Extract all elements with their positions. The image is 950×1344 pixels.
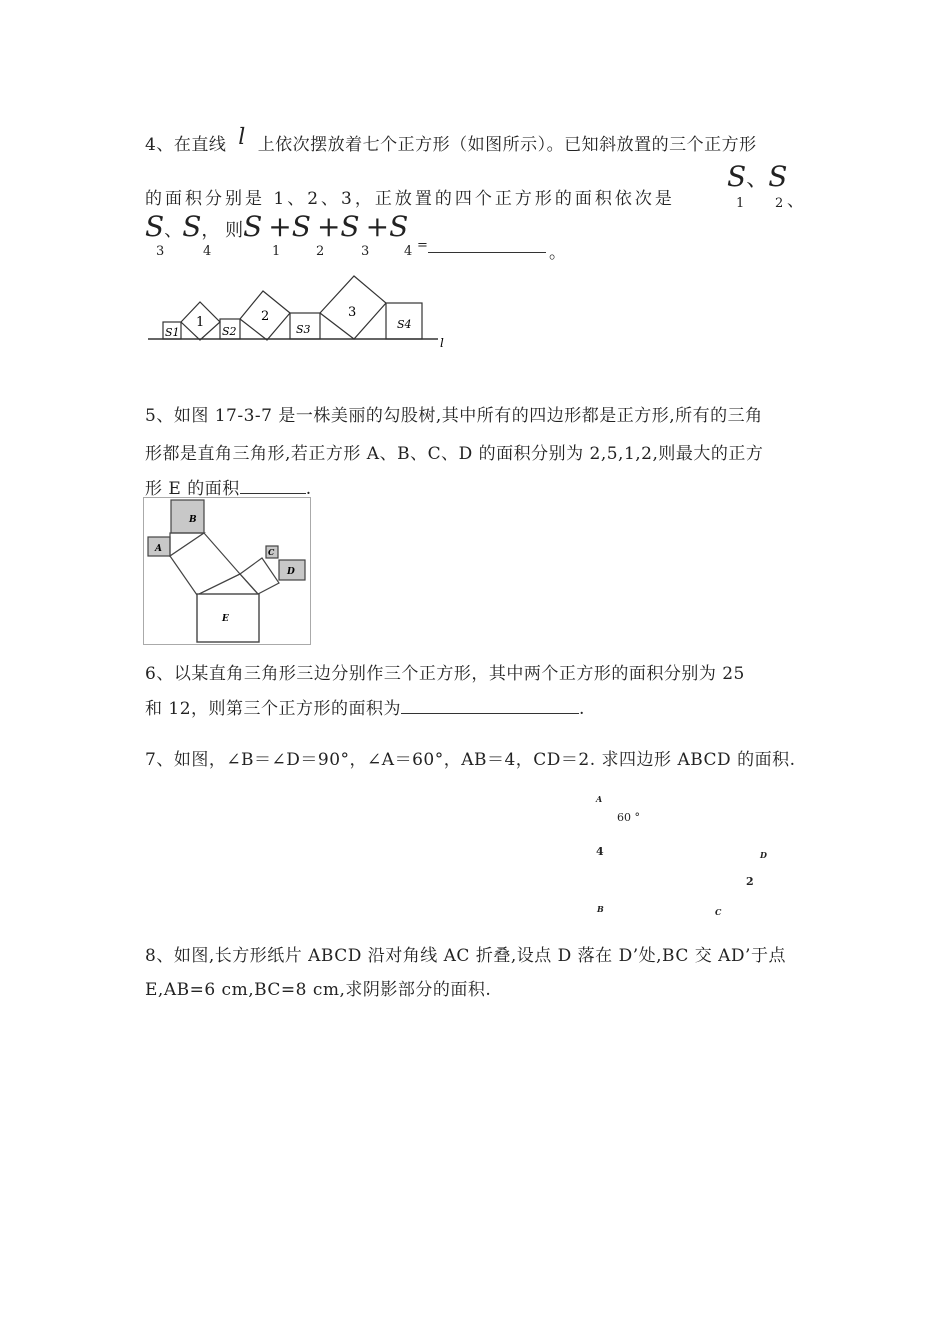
cd-length-label: 2 bbox=[746, 875, 754, 888]
q6-line-2 bbox=[145, 694, 585, 719]
label-s4: S4 bbox=[397, 318, 412, 331]
subscript: 3 bbox=[361, 244, 370, 259]
label-d: D bbox=[287, 567, 295, 577]
label-1: 1 bbox=[196, 315, 205, 330]
label-b: B bbox=[189, 515, 197, 525]
q6-line-1: 6、以某直角三角形三边分别作三个正方形，其中两个正方形的面积分别为 25 bbox=[145, 664, 745, 684]
label-s3: S3 bbox=[296, 323, 311, 336]
subscript: 2 bbox=[775, 196, 784, 211]
q4-line-1 bbox=[145, 125, 757, 156]
subscript: 3 bbox=[156, 244, 165, 259]
s-symbol: S bbox=[243, 210, 263, 243]
point-b-label: B bbox=[597, 904, 604, 914]
s-symbol: S bbox=[291, 210, 311, 243]
s-symbol: S bbox=[768, 160, 788, 193]
s1-s2-expression bbox=[727, 160, 787, 193]
line-l-label: l bbox=[440, 336, 444, 350]
point-a-label: A bbox=[596, 794, 603, 804]
q7-line-1: 7、如图，∠B＝∠D＝90°，∠A＝60°，AB＝4，CD＝2. 求四边形 ABCD 的面积. bbox=[145, 750, 796, 770]
angle-label: 60 ° bbox=[617, 811, 640, 824]
equals-sign: = bbox=[417, 238, 428, 253]
plus-sign: + bbox=[316, 210, 341, 243]
answer-blank bbox=[401, 712, 579, 714]
separator: 、 bbox=[164, 220, 183, 241]
answer-blank bbox=[240, 492, 306, 494]
label-2: 2 bbox=[261, 309, 270, 324]
s-symbol: S bbox=[340, 210, 360, 243]
q4-squares-figure bbox=[140, 270, 460, 352]
left-tilted-square bbox=[170, 533, 240, 595]
label-c: C bbox=[268, 547, 275, 557]
q5-line-1: 5、如图 17-3-7 是一株美丽的勾股树,其中所有的四边形都是正方形,所有的三角 bbox=[145, 406, 763, 426]
subscript: 1 bbox=[736, 196, 745, 211]
label-s2: S2 bbox=[222, 325, 237, 338]
then-text: ， 则 bbox=[201, 220, 244, 241]
subscript: 4 bbox=[203, 244, 212, 259]
q6-text-part: 和 12，则第三个正方形的面积为 bbox=[145, 699, 402, 719]
answer-blank bbox=[428, 252, 546, 253]
subscript: 4 bbox=[404, 244, 413, 259]
line-l-symbol: l bbox=[238, 125, 246, 150]
point-c-label: C bbox=[715, 907, 722, 917]
plus-sign: + bbox=[268, 210, 292, 243]
label-s1: S1 bbox=[165, 326, 180, 339]
right-tilted-square bbox=[240, 558, 279, 594]
square-b bbox=[171, 500, 204, 533]
q4-text-part: 的面积分别是 1、2、3，正放置的四个正方形的面积依次是 bbox=[145, 189, 675, 209]
plus-sign: + bbox=[365, 210, 390, 243]
q4-text-part: 上依次摆放着七个正方形（如图所示）。已知斜放置的三个正方形 bbox=[257, 135, 757, 155]
label-e: E bbox=[222, 614, 229, 624]
s-symbol: S bbox=[389, 210, 409, 243]
ab-length-label: 4 bbox=[596, 845, 604, 858]
q8-line-1: 8、如图,长方形纸片 ABCD 沿对角线 AC 折叠,设点 D 落在 D’处,BC 交 AD’于点 bbox=[145, 946, 786, 966]
separator: 、 bbox=[787, 191, 804, 211]
s-symbol: S bbox=[145, 210, 165, 243]
subscript: 2 bbox=[316, 244, 325, 259]
label-a: A bbox=[155, 544, 162, 554]
label-3: 3 bbox=[348, 305, 357, 320]
s-symbol: S bbox=[182, 210, 202, 243]
q5-text-part: . bbox=[305, 479, 312, 499]
q6-text-part: . bbox=[579, 699, 585, 719]
separator: 、 bbox=[746, 167, 769, 192]
q5-text-part: 形 E 的面积 bbox=[145, 479, 240, 499]
subscript: 1 bbox=[272, 244, 281, 259]
point-d-label: D bbox=[760, 850, 767, 860]
q5-line-3 bbox=[145, 474, 312, 499]
sum-expression bbox=[145, 210, 408, 243]
period: 。 bbox=[549, 243, 566, 263]
q8-line-2: E,AB=6 cm,BC=8 cm,求阴影部分的面积. bbox=[145, 980, 492, 1000]
q4-text-part: 4、在直线 bbox=[145, 135, 227, 155]
q5-line-2: 形都是直角三角形,若正方形 A、B、C、D 的面积分别为 2,5,1,2,则最大的正方 bbox=[145, 444, 764, 464]
s-symbol: S bbox=[727, 160, 747, 193]
pythagoras-tree-figure bbox=[143, 497, 311, 645]
q4-line-2 bbox=[145, 184, 675, 209]
